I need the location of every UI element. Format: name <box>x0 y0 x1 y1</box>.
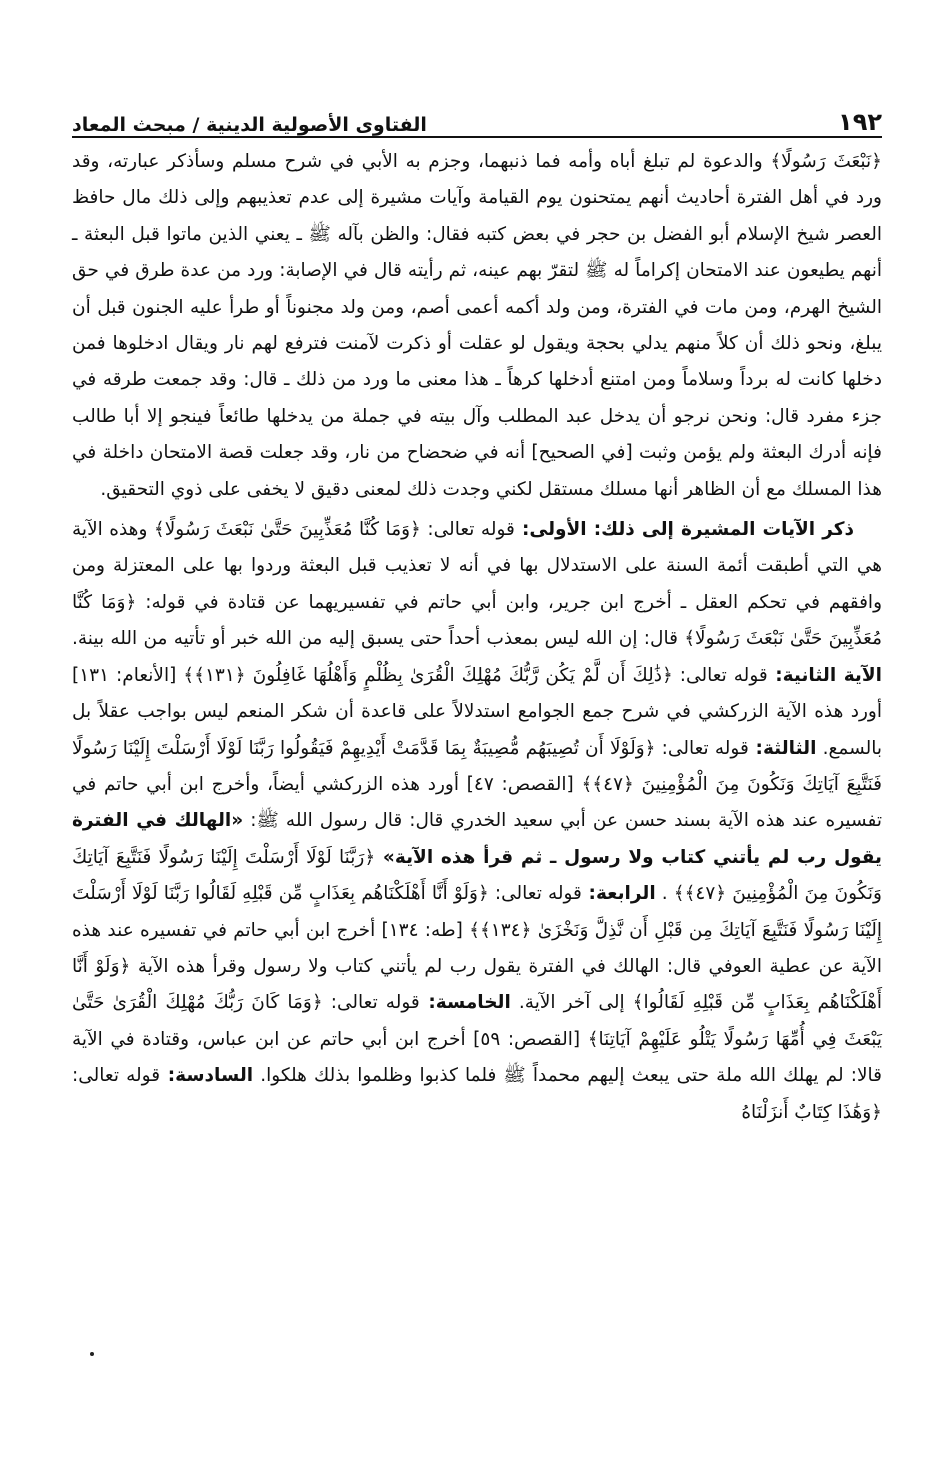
quran-verse: ﴿وَلَوْ أَنَّا أَهْلَكْنَاهُم بِعَذَابٍ مِّن قَبْلِهِ لَقَالُوا﴾ <box>72 955 883 1014</box>
text-run: قوله تعالى: <box>672 664 768 686</box>
quran-verse: ﴿وَمَا كَانَ رَبُّكَ مُهْلِكَ الْقُرَىٰ حَتَّىٰ يَبْعَثَ فِي أُمِّهَا رَسُولًا يَتْلُو عَلَيْهِمْ آيَاتِنَا﴾ <box>72 992 883 1050</box>
text-run: [القصص: ٤٧] أورد هذه الزركشي أيضاً، وأخرج ابن أبي حاتم في تفسيره عند هذه الآية بسند حسن عن أبي سعيد الخدري قال: قال رسول الله ﷺ: <box>72 773 882 832</box>
bold-heading: السادسة: <box>160 1065 254 1087</box>
bold-heading: الثالثة: <box>748 737 817 759</box>
text-run: قوله تعالى: <box>488 883 582 905</box>
quran-verse: ﴿وَلَوْلَا أَن تُصِيبَهُم مُّصِيبَةٌ بِمَا قَدَّمَتْ أَيْدِيهِمْ فَيَقُولُوا رَبَّنَا لَوْلَا أَرْسَلْتَ إِلَيْنَا رَسُولًا فَنَتَّبِعَ آيَاتِكَ وَنَكُونَ مِنَ الْمُؤْمِنِينَ ﴿٤٧﴾﴾ <box>72 737 882 795</box>
quran-verse: ﴿وَمَا كُنَّا مُعَذِّبِينَ حَتَّىٰ نَبْعَثَ رَسُولًا﴾ <box>153 519 421 541</box>
paragraph-intro <box>72 144 882 508</box>
running-head: الفتاوى الأصولية الدينية / مبحث المعاد <box>72 114 427 136</box>
text-run: . <box>655 883 674 905</box>
text-run: قوله تعالى: <box>322 992 420 1014</box>
page-number: ١٩٢ <box>838 108 882 136</box>
book-page <box>72 92 882 1131</box>
quran-verse: ﴿ذَٰلِكَ أَن لَّمْ يَكُن رَّبُّكَ مُهْلِكَ الْقُرَىٰ بِظُلْمٍ وَأَهْلُهَا غَافِلُونَ ﴿١٣١﴾﴾ <box>183 664 673 686</box>
bold-heading: الآية الثانية: <box>767 664 882 686</box>
bold-heading: ذكر الآيات المشيرة إلى ذلك: الأولى: <box>514 519 854 541</box>
bold-heading: «الهالك في الفترة يقول رب لم يأتني كتاب ولا رسول ـ ثم قرأ هذه الآية» <box>72 810 883 868</box>
page-header <box>72 92 882 138</box>
text-run: والدعوة لم تبلغ أباه وأمه فما ذنبهما، وجزم به الأبي في شرح مسلم وسأذكر عبارته، وقد ورد في أهل الفترة أحاديث أنهم يمتحنون يوم القيامة وآيات مشيرة إلى عدم تعذيبهم وإلى ذلك مال حافظ العصر شيخ الإسلام أبو الفضل بن حجر في بعض كتبه فقال: والظن بآله ﷺ ـ يعني الذين ماتوا قبل البعثة ـ أنهم يطيعون عند الامتحان إكراماً له ﷺ لتقرّ بهم عينه، ثم رأيته قال في الإصابة: ورد من عدة طرق في حق الشيخ الهرم، ومن مات في الفترة، ومن ولد أكمه أعمى أصم، ومن ولد مجنوناً أو طرأ عليه الجنون قبل أن يبلغ، ونحو ذلك أن كلاً منهم يدلي بحجة ويقول لو عقلت أو ذكرت لآمنت فترفع لهم نار ويقال ادخلوها فمن دخلها كانت له برداً وسلاماً ومن امتنع أدخلها كرهاً ـ هذا معنى ما ورد من ذلك ـ قال: وقد جمعت طرقه في جزء مفرد قال: ونحن نرجو أن يدخل عبد المطلب وآل بيته في جملة من يدخلها طائعاً فينجو إلا أبا طالب فإنه أدرك البعثة ولم يؤمن وثبت [في الصحيح] أنه في ضحضاح من نار، وقد جعلت قصة الامتحان داخلة في هذا المسلك مع أن الظاهر أنها مسلك مستقل لكني وجدت ذلك لمعنى دقيق لا يخفى على ذوي التحقيق. <box>72 151 882 500</box>
quran-verse: ﴿نَبْعَثَ رَسُولًا﴾ <box>762 151 883 172</box>
page-speck <box>90 1352 94 1356</box>
text-run: [القصص: ٥٩] أخرج ابن أبي حاتم عن ابن عباس، وقتادة في الآية قالا: لم يهلك الله ملة حتى يبعث إليهم محمداً ﷺ فلما كذبوا وظلموا بذلك هلكوا. <box>72 1028 882 1087</box>
text-run: قوله تعالى: <box>655 737 749 759</box>
text-run: قوله تعالى: <box>420 519 515 541</box>
text-run: وهذه الآية هي التي أطبقت أئمة السنة على الاستدلال بها في أنه لا تعذيب قبل البعثة وردوا بها على المعتزلة ومن وافقهم في تحكم العقل ـ أخرج ابن جرير، وابن أبي حاتم في تفسيريهما عن قتادة في قوله: <box>72 519 882 613</box>
paragraph-verses <box>72 512 882 1131</box>
text-run: إلى آخر الآية. <box>510 992 633 1014</box>
quran-verse: ﴿وَمَا كُنَّا مُعَذِّبِينَ حَتَّىٰ نَبْعَثَ رَسُولًا﴾ <box>72 591 882 650</box>
quran-verse: ﴿رَبَّنَا لَوْلَا أَرْسَلْتَ إِلَيْنَا رَسُولًا فَنَتَّبِعَ آيَاتِكَ وَنَكُونَ مِنَ الْمُؤْمِنِينَ ﴿٤٧﴾﴾ <box>72 846 882 905</box>
quran-verse: ﴿وَلَوْ أَنَّا أَهْلَكْنَاهُم بِعَذَابٍ مِّن قَبْلِهِ لَقَالُوا رَبَّنَا لَوْلَا أَرْسَلْتَ إِلَيْنَا رَسُولًا فَنَتَّبِعَ آيَاتِكَ مِن قَبْلِ أَن نَّذِلَّ وَنَخْزَىٰ ﴿١٣٤﴾﴾ <box>72 883 882 941</box>
bold-heading: الخامسة: <box>419 992 511 1014</box>
page-body <box>72 144 882 1131</box>
text-run: [طه: ١٣٤] أخرج ابن أبي حاتم في تفسيره عند هذه الآية عن عطية العوفي قال: الهالك في الفترة يقول رب لم يأتني كتاب ولا رسول وقرأ هذه الآية <box>72 919 882 977</box>
text-run: [الأنعام: ١٣١] أورد هذه الآية الزركشي في شرح جمع الجوامع استدلالاً على قاعدة أن شكر المنعم ليس بواجب عقلاً بل بالسمع. <box>72 664 883 759</box>
text-run: قال: إن الله ليس بمعذب أحداً حتى يسبق إليه من الله خبر أو تأتيه من الله بينة. <box>72 628 685 650</box>
quran-verse: ﴿وَهَٰذَا كِتَابٌ أَنزَلْنَاهُ <box>741 1101 882 1123</box>
bold-heading: الرابعة: <box>581 883 656 905</box>
text-run: قوله تعالى: <box>72 1065 161 1087</box>
